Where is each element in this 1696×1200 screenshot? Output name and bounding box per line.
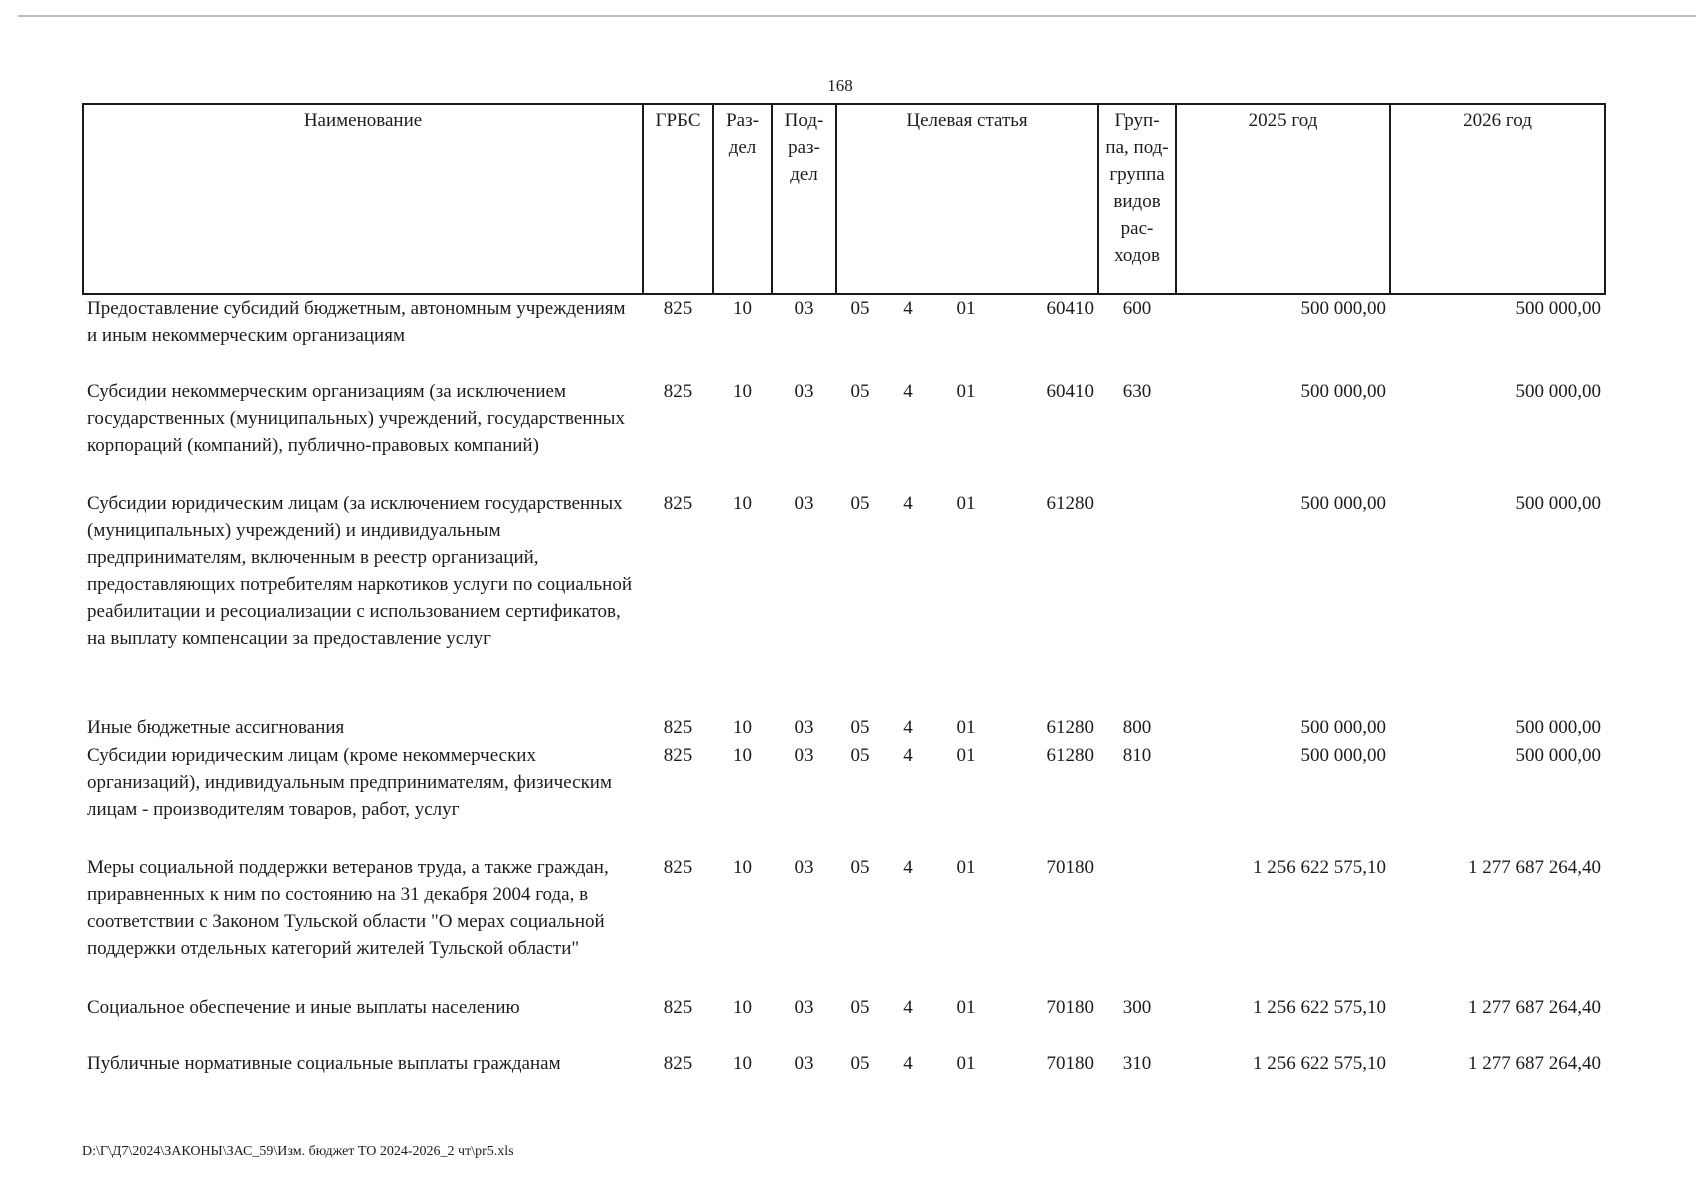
row-name: Субсидии некоммерческим организациям (за исключением государственных (муниципальных) учреждений, государственных корпораций (компаний), публично-правовых компаний) xyxy=(87,381,625,456)
row-cs-direction: 60410 xyxy=(1046,298,1095,319)
table-row xyxy=(83,490,1605,714)
row-grbs: 825 xyxy=(663,493,693,514)
row-vid-rashodov xyxy=(1098,854,1176,994)
row-cs-program: 05 xyxy=(850,298,870,319)
row-amount-2025: 500 000,00 xyxy=(1300,745,1387,766)
header-razdel: Раз- дел xyxy=(713,104,772,294)
table-header xyxy=(83,104,1605,294)
row-grbs: 825 xyxy=(663,381,693,402)
table-row xyxy=(83,1050,1605,1078)
row-razdel: 10 xyxy=(733,298,752,319)
row-razdel: 10 xyxy=(733,997,752,1018)
row-cs-type: 4 xyxy=(903,997,913,1018)
row-vid-rashodov: 300 xyxy=(1122,997,1152,1018)
file-path-footer: D:\Г\Д7\2024\ЗАКОНЫ\ЗАС_59\Изм. бюджет ТО 2024-2026_2 чт\pr5.xls xyxy=(82,1144,514,1159)
row-cs-program: 05 xyxy=(850,745,870,766)
row-amount-2026: 1 277 687 264,40 xyxy=(1468,857,1602,878)
row-name: Иные бюджетные ассигнования xyxy=(87,717,345,738)
row-cs-program: 05 xyxy=(850,1053,870,1074)
page-number: 168 xyxy=(827,76,853,95)
row-vid-rashodov: 630 xyxy=(1122,381,1152,402)
row-amount-2025: 1 256 622 575,10 xyxy=(1253,857,1387,878)
row-cs-type: 4 xyxy=(903,717,913,738)
row-cs-complex: 01 xyxy=(956,997,976,1018)
row-cs-direction: 61280 xyxy=(1046,745,1095,766)
row-cs-program: 05 xyxy=(850,997,870,1018)
row-podrazdel: 03 xyxy=(794,493,814,514)
row-cs-type: 4 xyxy=(903,1053,913,1074)
row-grbs: 825 xyxy=(663,745,693,766)
row-vid-rashodov: 310 xyxy=(1122,1053,1152,1074)
row-cs-type: 4 xyxy=(903,381,913,402)
row-podrazdel: 03 xyxy=(794,298,814,319)
row-razdel: 10 xyxy=(733,745,752,766)
row-name: Субсидии юридическим лицам (за исключением государственных (муниципальных) учреждений) и индивидуальным предпринимателям, включенным в реестр организаций, предоставляющих потребителям наркотиков услуги по социальной реабилитации и ресоциализации с использованием сертификатов, на выплату компенсации за предоставление услуг xyxy=(87,493,632,649)
top-rule xyxy=(18,15,1696,17)
row-podrazdel: 03 xyxy=(794,857,814,878)
row-grbs: 825 xyxy=(663,857,693,878)
row-amount-2026: 500 000,00 xyxy=(1515,717,1602,738)
row-cs-type: 4 xyxy=(903,493,913,514)
table-body xyxy=(83,294,1605,1078)
row-razdel: 10 xyxy=(733,717,752,738)
row-amount-2025: 500 000,00 xyxy=(1300,381,1387,402)
header-row xyxy=(83,104,1605,294)
row-cs-complex: 01 xyxy=(956,745,976,766)
row-podrazdel: 03 xyxy=(794,717,814,738)
row-cs-direction: 70180 xyxy=(1046,857,1095,878)
row-amount-2025: 500 000,00 xyxy=(1300,717,1387,738)
row-vid-rashodov: 810 xyxy=(1122,745,1152,766)
row-cs-complex: 01 xyxy=(956,381,976,402)
row-grbs: 825 xyxy=(663,1053,693,1074)
header-celevaya-statya: Целевая статья xyxy=(836,104,1098,294)
table-row xyxy=(83,378,1605,490)
header-2025: 2025 год xyxy=(1176,104,1390,294)
row-podrazdel: 03 xyxy=(794,381,814,402)
row-vid-rashodov xyxy=(1098,490,1176,714)
row-amount-2025: 1 256 622 575,10 xyxy=(1253,997,1387,1018)
row-amount-2026: 500 000,00 xyxy=(1515,298,1602,319)
row-cs-complex: 01 xyxy=(956,298,976,319)
row-podrazdel: 03 xyxy=(794,1053,814,1074)
table-row xyxy=(83,994,1605,1050)
table-row xyxy=(83,714,1605,742)
row-cs-complex: 01 xyxy=(956,857,976,878)
row-name: Субсидии юридическим лицам (кроме некоммерческих организаций), индивидуальным предпринимателям, физическим лицам - производителям товаров, работ, услуг xyxy=(87,745,612,820)
row-grbs: 825 xyxy=(663,717,693,738)
row-amount-2025: 500 000,00 xyxy=(1300,298,1387,319)
row-cs-complex: 01 xyxy=(956,1053,976,1074)
row-podrazdel: 03 xyxy=(794,745,814,766)
header-name: Наименование xyxy=(83,104,643,294)
row-vid-rashodov: 800 xyxy=(1122,717,1152,738)
row-razdel: 10 xyxy=(733,857,752,878)
row-grbs: 825 xyxy=(663,298,693,319)
row-cs-program: 05 xyxy=(850,493,870,514)
row-name: Публичные нормативные социальные выплаты гражданам xyxy=(87,1053,561,1074)
row-cs-program: 05 xyxy=(850,857,870,878)
row-razdel: 10 xyxy=(733,493,752,514)
row-name: Предоставление субсидий бюджетным, автономным учреждениям и иным некоммерческим организациям xyxy=(87,298,626,346)
row-cs-complex: 01 xyxy=(956,717,976,738)
header-grbs: ГРБС xyxy=(643,104,713,294)
row-name: Меры социальной поддержки ветеранов труда, а также граждан, приравненных к ним по состоянию на 31 декабря 2004 года, в соответствии с Законом Тульской области "О мерах социальной поддержки отдельных категорий жителей Тульской области" xyxy=(87,857,609,959)
row-cs-direction: 70180 xyxy=(1046,1053,1095,1074)
row-cs-direction: 60410 xyxy=(1046,381,1095,402)
header-gruppa-vidov-rashodov: Груп- па, под- группа видов рас- ходов xyxy=(1098,104,1176,294)
row-amount-2026: 1 277 687 264,40 xyxy=(1468,997,1602,1018)
row-cs-program: 05 xyxy=(850,717,870,738)
header-podrazdel: Под- раз- дел xyxy=(772,104,836,294)
row-cs-program: 05 xyxy=(850,381,870,402)
row-cs-complex: 01 xyxy=(956,493,976,514)
row-name: Социальное обеспечение и иные выплаты населению xyxy=(87,997,520,1018)
row-amount-2026: 500 000,00 xyxy=(1515,381,1602,402)
table-row xyxy=(83,854,1605,994)
row-amount-2026: 500 000,00 xyxy=(1515,745,1602,766)
row-cs-direction: 61280 xyxy=(1046,493,1095,514)
row-amount-2026: 1 277 687 264,40 xyxy=(1468,1053,1602,1074)
row-cs-type: 4 xyxy=(903,745,913,766)
row-razdel: 10 xyxy=(733,1053,752,1074)
row-cs-direction: 70180 xyxy=(1046,997,1095,1018)
row-amount-2026: 500 000,00 xyxy=(1515,493,1602,514)
row-razdel: 10 xyxy=(733,381,752,402)
row-podrazdel: 03 xyxy=(794,997,814,1018)
row-cs-type: 4 xyxy=(903,298,913,319)
row-vid-rashodov: 600 xyxy=(1122,298,1152,319)
row-amount-2025: 500 000,00 xyxy=(1300,493,1387,514)
header-2026: 2026 год xyxy=(1390,104,1605,294)
row-cs-type: 4 xyxy=(903,857,913,878)
row-amount-2025: 1 256 622 575,10 xyxy=(1253,1053,1387,1074)
table-row xyxy=(83,742,1605,854)
row-grbs: 825 xyxy=(663,997,693,1018)
row-cs-direction: 61280 xyxy=(1046,717,1095,738)
budget-table xyxy=(82,103,1606,1078)
table-row xyxy=(83,294,1605,378)
